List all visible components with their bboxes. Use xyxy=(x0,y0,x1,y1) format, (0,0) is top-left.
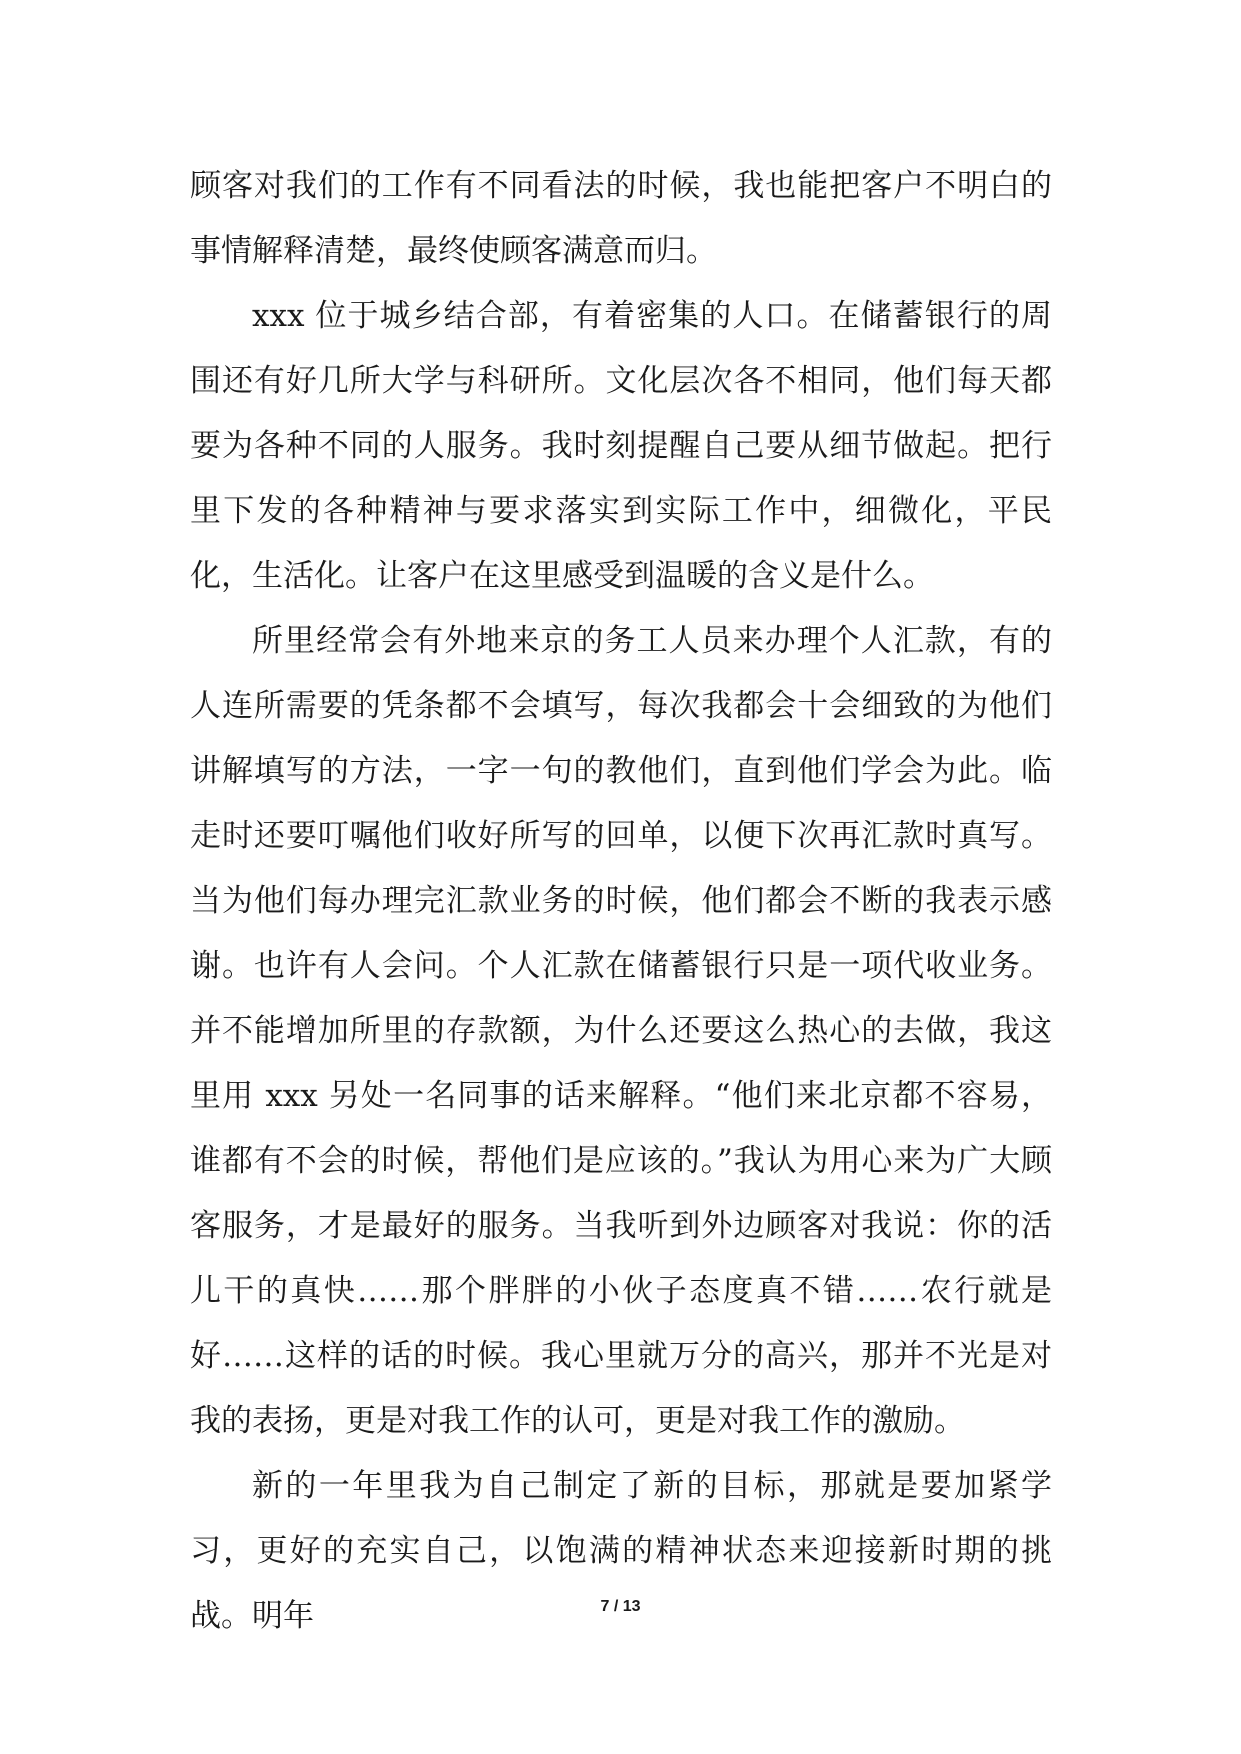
paragraph-location: xxx 位于城乡结合部，有着密集的人口。在储蓄银行的周围还有好几所大学与科研所。文化层次各不相同，他们每天都要为各种不同的人服务。我时刻提醒自己要从细节做起。把行里下发的各种精神与要求落实到实际工作中，细微化，平民化，生活化。让客户在这里感受到温暖的含义是什么。 xyxy=(190,298,1052,594)
page-number: 7 / 13 xyxy=(600,1598,641,1615)
paragraph-continuation: 顾客对我们的工作有不同看法的时候，我也能把客户不明白的事情解释清楚，最终使顾客满意而归。 xyxy=(190,168,1052,269)
paragraph-remittance: 所里经常会有外地来京的务工人员来办理个人汇款，有的人连所需要的凭条都不会填写，每次我都会十会细致的为他们讲解填写的方法，一字一句的教他们，直到他们学会为此。临走时还要叮嘱他们收好所写的回单，以便下次再汇款时真写。当为他们每办理完汇款业务的时候，他们都会不断的我表示感谢。也许有人会问。个人汇款在储蓄银行只是一项代收业务。并不能增加所里的存款额，为什么还要这么热心的去做，我这里用 xxx 另处一名同事的话来解释。“他们来北京都不容易，谁都有不会的时候，帮他们是应该的。”我认为用心来为广大顾客服务，才是最好的服务。当我听到外边顾客对我说：你的活儿干的真快……那个胖胖的小伙子态度真不错……农行就是好……这样的话的时候。我心里就万分的高兴，那并不光是对我的表扬，更是对我工作的认可，更是对我工作的激励。 xyxy=(190,623,1052,1439)
paragraph-new-year-goals: 新的一年里我为自己制定了新的目标，那就是要加紧学习，更好的充实自己，以饱满的精神状态来迎接新时期的挑战。明年 xyxy=(190,1468,1052,1634)
body-text xyxy=(190,154,1052,1649)
